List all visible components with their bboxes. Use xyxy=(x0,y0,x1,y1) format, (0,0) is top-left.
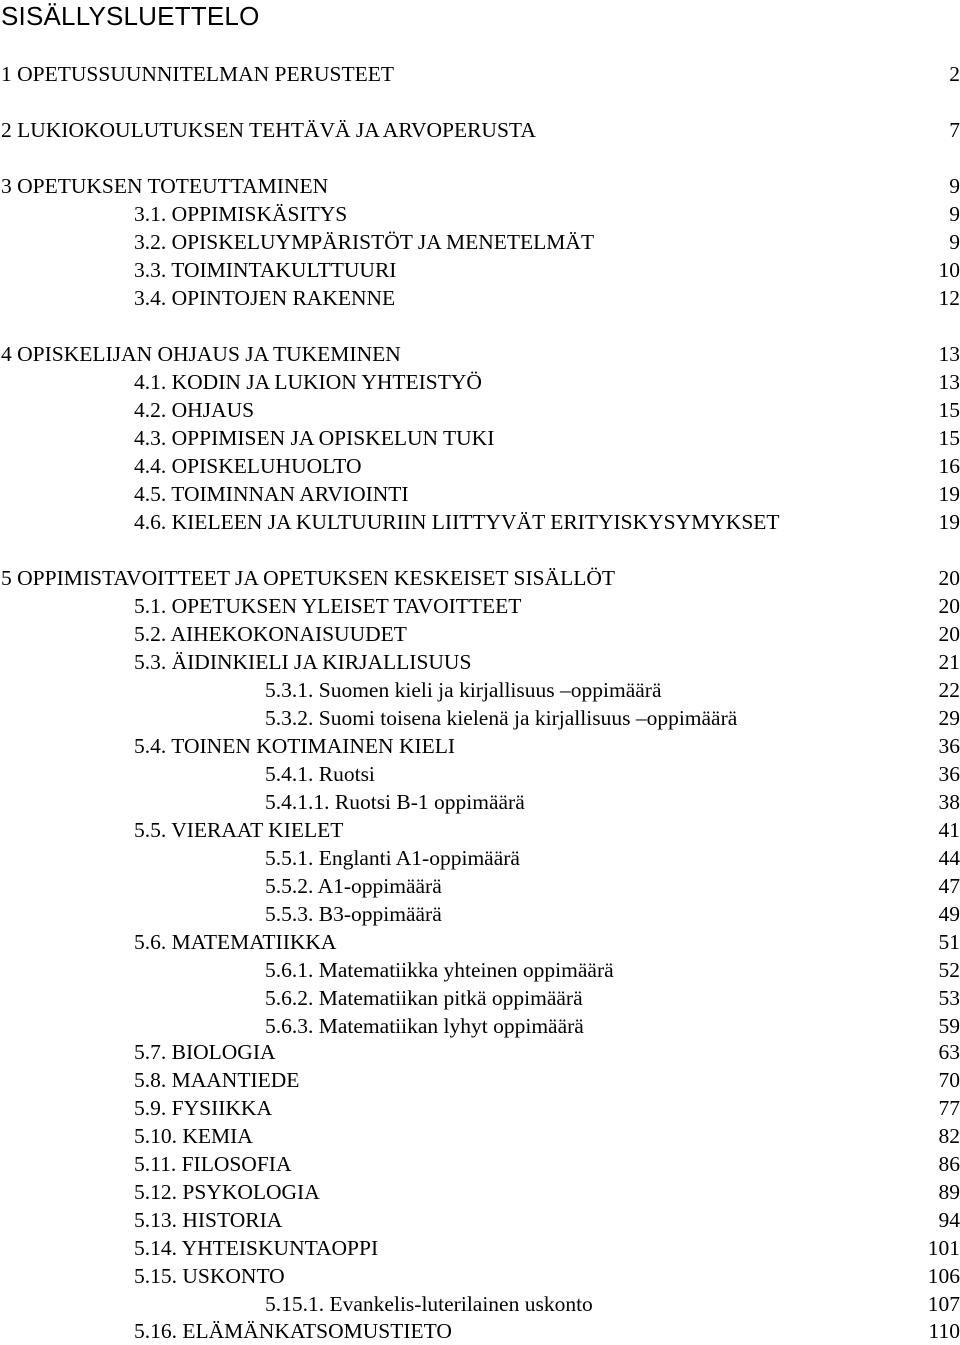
page-title: SISÄLLYSLUETTELO xyxy=(1,1,260,31)
toc-entry-label: 3.1. OPPIMISKÄSITYS xyxy=(134,200,347,228)
toc-entry xyxy=(0,1206,960,1234)
toc-entry-page: 29 xyxy=(939,704,960,732)
toc-entry xyxy=(0,816,960,844)
toc-entry xyxy=(0,1178,960,1206)
toc-entry-label: 2 LUKIOKOULUTUKSEN TEHTÄVÄ JA ARVOPERUSTA xyxy=(1,116,536,144)
toc-entry-page: 10 xyxy=(939,256,960,284)
toc-entry-label: 5.4. TOINEN KOTIMAINEN KIELI xyxy=(134,732,455,760)
toc-entry-page: 53 xyxy=(939,984,960,1012)
toc-entry-label: 1 OPETUSSUUNNITELMAN PERUSTEET xyxy=(1,60,394,88)
toc-entry-label: 5.4.1. Ruotsi xyxy=(265,760,375,788)
toc-entry-label: 5.13. HISTORIA xyxy=(134,1206,282,1234)
toc-entry xyxy=(0,368,960,396)
toc-entry-label: 4.1. KODIN JA LUKION YHTEISTYÖ xyxy=(134,368,482,396)
toc-entry-label: 4.3. OPPIMISEN JA OPISKELUN TUKI xyxy=(134,424,494,452)
toc-entry-label: 5.15. USKONTO xyxy=(134,1262,285,1290)
toc-entry-page: 63 xyxy=(939,1038,960,1066)
toc-entry-page: 20 xyxy=(939,592,960,620)
toc-entry-page: 2 xyxy=(949,60,960,88)
toc-entry-label: 5.5.2. A1-oppimäärä xyxy=(265,872,442,900)
toc-entry-label: 5.14. YHTEISKUNTAOPPI xyxy=(134,1234,378,1262)
toc-entry xyxy=(0,956,960,984)
toc-entry-page: 36 xyxy=(939,760,960,788)
toc-entry-label: 5.6.2. Matematiikan pitkä oppimäärä xyxy=(265,984,583,1012)
toc-entry-label: 5.3.1. Suomen kieli ja kirjallisuus –oppimäärä xyxy=(265,676,662,704)
toc-entry xyxy=(0,648,960,676)
toc-entry xyxy=(0,592,960,620)
toc-entry-page: 47 xyxy=(939,872,960,900)
toc-entry-page: 82 xyxy=(939,1122,960,1150)
toc-entry xyxy=(0,900,960,928)
toc-entry-label: 3.3. TOIMINTAKULTTUURI xyxy=(134,256,396,284)
toc-entry-label: 5.11. FILOSOFIA xyxy=(134,1150,291,1178)
toc-entry xyxy=(0,732,960,760)
toc-entry-page: 36 xyxy=(939,732,960,760)
toc-entry-label: 5.1. OPETUKSEN YLEISET TAVOITTEET xyxy=(134,592,521,620)
toc-entry xyxy=(0,1290,960,1318)
toc-entry-label: 5.6.3. Matematiikan lyhyt oppimäärä xyxy=(265,1012,584,1040)
toc-entry-page: 86 xyxy=(939,1150,960,1178)
toc-entry-page: 19 xyxy=(939,508,960,536)
toc-entry xyxy=(0,844,960,872)
toc-entry-page: 51 xyxy=(939,928,960,956)
toc-entry xyxy=(0,1122,960,1150)
toc-entry-label: 5.5. VIERAAT KIELET xyxy=(134,816,343,844)
toc-entry-label: 5.15.1. Evankelis-luterilainen uskonto xyxy=(265,1290,593,1318)
toc-entry xyxy=(0,396,960,424)
toc-entry-page: 52 xyxy=(939,956,960,984)
toc-entry-label: 5.7. BIOLOGIA xyxy=(134,1038,276,1066)
toc-entry xyxy=(0,984,960,1012)
toc-entry-page: 70 xyxy=(939,1066,960,1094)
toc-entry-page: 15 xyxy=(939,424,960,452)
toc-entry-page: 16 xyxy=(939,452,960,480)
toc-entry xyxy=(0,1150,960,1178)
toc-entry xyxy=(0,676,960,704)
toc-entry-page: 59 xyxy=(939,1012,960,1040)
toc-entry-label: 3.2. OPISKELUYMPÄRISTÖT JA MENETELMÄT xyxy=(134,228,594,256)
toc-entry-label: 5.4.1.1. Ruotsi B-1 oppimäärä xyxy=(265,788,525,816)
toc-entry-page: 106 xyxy=(928,1262,960,1290)
toc-entry xyxy=(0,1038,960,1066)
toc-entry-page: 101 xyxy=(928,1234,960,1262)
toc-entry-label: 5.5.1. Englanti A1-oppimäärä xyxy=(265,844,520,872)
toc-entry-label: 5 OPPIMISTAVOITTEET JA OPETUKSEN KESKEISET SISÄLLÖT xyxy=(1,564,615,592)
toc-entry-page: 107 xyxy=(928,1290,960,1318)
toc-entry-page: 38 xyxy=(939,788,960,816)
toc-entry xyxy=(0,564,960,592)
toc-entry xyxy=(0,424,960,452)
toc-entry xyxy=(0,284,960,312)
toc-entry-page: 13 xyxy=(939,368,960,396)
toc-entry-page: 41 xyxy=(939,816,960,844)
toc-entry-label: 5.6.1. Matematiikka yhteinen oppimäärä xyxy=(265,956,614,984)
toc-entry-label: 5.9. FYSIIKKA xyxy=(134,1094,272,1122)
toc-entry-page: 94 xyxy=(939,1206,960,1234)
toc-entry-label: 5.12. PSYKOLOGIA xyxy=(134,1178,320,1206)
toc-entry xyxy=(0,116,960,144)
toc-entry-page: 20 xyxy=(939,620,960,648)
toc-entry-label: 5.10. KEMIA xyxy=(134,1122,253,1150)
toc-entry xyxy=(0,788,960,816)
toc-entry-label: 3.4. OPINTOJEN RAKENNE xyxy=(134,284,395,312)
toc-entry-page: 20 xyxy=(939,564,960,592)
toc-entry xyxy=(0,1012,960,1040)
toc-entry-page: 9 xyxy=(949,228,960,256)
toc-entry xyxy=(0,60,960,88)
toc-entry xyxy=(0,256,960,284)
toc-entry-page: 13 xyxy=(939,340,960,368)
toc-entry-page: 77 xyxy=(939,1094,960,1122)
toc-entry xyxy=(0,480,960,508)
toc-entry xyxy=(0,508,960,536)
toc-entry-label: 4.5. TOIMINNAN ARVIOINTI xyxy=(134,480,409,508)
toc-entry-page: 15 xyxy=(939,396,960,424)
toc-entry xyxy=(0,228,960,256)
toc-entry xyxy=(0,1234,960,1262)
toc-entry-page: 9 xyxy=(949,200,960,228)
toc-entry-label: 4.6. KIELEEN JA KULTUURIIN LIITTYVÄT ERITYISKYSYMYKSET xyxy=(134,508,780,536)
toc-entry xyxy=(0,1094,960,1122)
toc-entry-label: 5.3. ÄIDINKIELI JA KIRJALLISUUS xyxy=(134,648,471,676)
toc-entry xyxy=(0,452,960,480)
toc-entry xyxy=(0,620,960,648)
toc-entry xyxy=(0,172,960,200)
toc-entry-label: 5.3.2. Suomi toisena kielenä ja kirjallisuus –oppimäärä xyxy=(265,704,737,732)
toc-entry-page: 22 xyxy=(939,676,960,704)
toc-entry-page: 21 xyxy=(939,648,960,676)
toc-entry xyxy=(0,760,960,788)
toc-entry-label: 4 OPISKELIJAN OHJAUS JA TUKEMINEN xyxy=(1,340,401,368)
toc-entry-label: 5.5.3. B3-oppimäärä xyxy=(265,900,442,928)
toc-entry-page: 44 xyxy=(939,844,960,872)
toc-entry-label: 5.8. MAANTIEDE xyxy=(134,1066,299,1094)
toc-entry-page: 7 xyxy=(949,116,960,144)
toc-entry xyxy=(0,1066,960,1094)
toc-entry-label: 5.2. AIHEKOKONAISUUDET xyxy=(134,620,407,648)
toc-entry-page: 110 xyxy=(929,1317,960,1345)
toc-entry xyxy=(0,200,960,228)
toc-entry-page: 12 xyxy=(939,284,960,312)
toc-entry xyxy=(0,340,960,368)
toc-entry xyxy=(0,872,960,900)
toc-entry-label: 3 OPETUKSEN TOTEUTTAMINEN xyxy=(1,172,328,200)
toc-entry xyxy=(0,1262,960,1290)
toc-entry xyxy=(0,704,960,732)
toc-entry-label: 4.4. OPISKELUHUOLTO xyxy=(134,452,362,480)
toc-entry-label: 4.2. OHJAUS xyxy=(134,396,254,424)
toc-entry xyxy=(0,928,960,956)
toc-entry-label: 5.16. ELÄMÄNKATSOMUSTIETO xyxy=(134,1317,452,1345)
toc-entry-page: 9 xyxy=(949,172,960,200)
toc-entry-page: 89 xyxy=(939,1178,960,1206)
toc-entry-page: 49 xyxy=(939,900,960,928)
toc-entry-page: 19 xyxy=(939,480,960,508)
toc-entry-label: 5.6. MATEMATIIKKA xyxy=(134,928,336,956)
